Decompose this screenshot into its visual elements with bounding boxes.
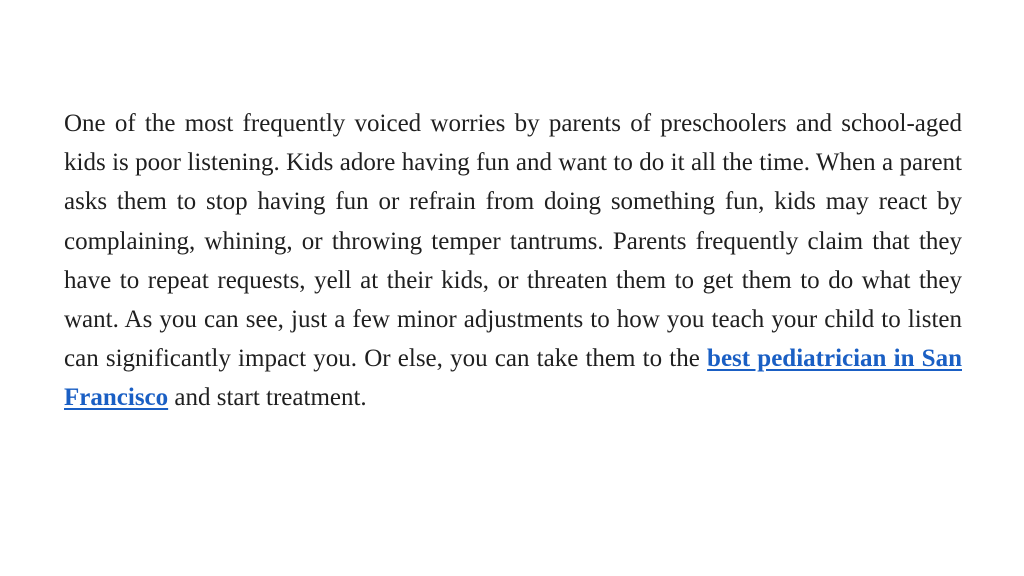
body-paragraph <box>64 104 962 418</box>
body-text-after-link: and start treatment. <box>168 384 367 412</box>
body-text-before-link: One of the most frequently voiced worries by parents of preschoolers and school-aged kids is poor listening. Kids adore having fun and want to do it all the time. When a parent asks them to stop having fun or refrain from doing something fun, kids may react by complaining, whining, or throwing temper tantrums. Parents frequently claim that they have to repeat requests, yell at their kids, or threaten them to get them to do what they want. As you can see, just a few minor adjustments to how you teach your child to listen can significantly impact you. Or else, you can take them to the <box>64 110 962 373</box>
pediatrician-link[interactable]: best pediatrician in San Francisco <box>64 345 962 412</box>
